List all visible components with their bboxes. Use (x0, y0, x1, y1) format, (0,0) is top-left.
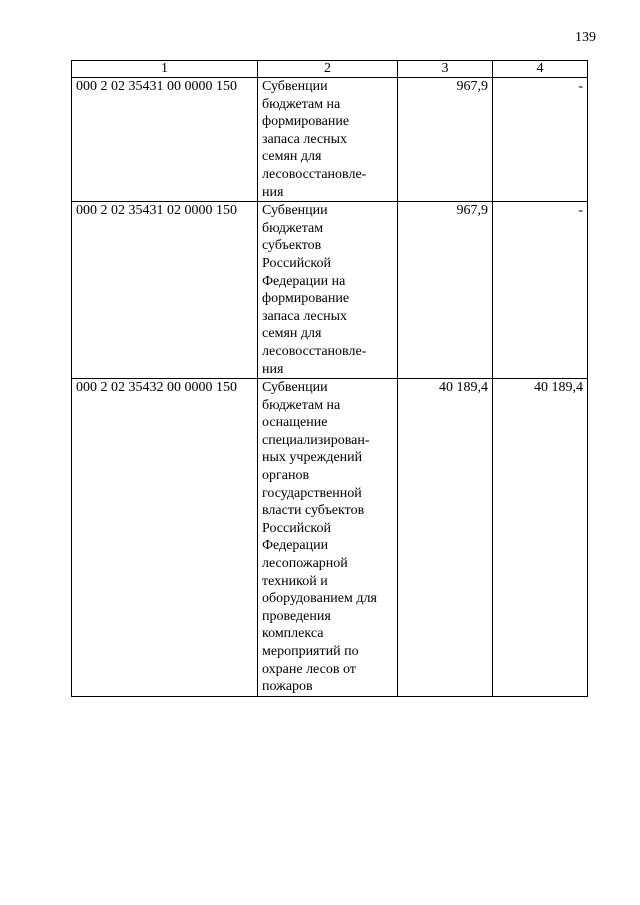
table-row (72, 202, 588, 379)
name-line: Федерации (262, 538, 329, 554)
budget-code: 000 2 02 35431 02 0000 150 (72, 202, 258, 379)
name-line: субъектов (262, 238, 322, 254)
name-line: государственной (262, 485, 362, 501)
name-line: комплекса (262, 626, 324, 642)
name-line: оснащение (262, 415, 328, 431)
name-line: бюджетам на (262, 96, 341, 112)
name-line: Федерации на (262, 273, 346, 289)
name-line: ния (262, 361, 284, 377)
name-line: пожаров (262, 679, 313, 695)
name-line: проведения (262, 608, 331, 624)
name-line: ных учреждений (262, 450, 363, 466)
amount-col-4: - (493, 78, 588, 202)
amount-col-3: 967,9 (398, 202, 493, 379)
name-line: семян для (262, 326, 322, 342)
name-line: Субвенции (262, 203, 328, 219)
name-line: лесовосстановле- (262, 343, 367, 359)
name-line: Российской (262, 520, 331, 536)
name-line: специализирован- (262, 432, 370, 448)
amount-col-3: 967,9 (398, 78, 493, 202)
budget-item-name (258, 379, 398, 697)
name-line: органов (262, 468, 310, 484)
budget-table (71, 60, 588, 697)
name-line: формирование (262, 114, 350, 130)
name-line: оборудованием для (262, 591, 377, 607)
header-col-1: 1 (72, 61, 258, 78)
name-line: лесопожарной (262, 556, 348, 572)
name-line: Субвенции (262, 380, 328, 396)
name-line: семян для (262, 149, 322, 165)
name-line: бюджетам на (262, 397, 341, 413)
name-line: Субвенции (262, 79, 328, 94)
name-line: власти субъектов (262, 503, 365, 519)
name-line: запаса лесных (262, 131, 348, 147)
header-row (72, 61, 588, 78)
budget-code: 000 2 02 35432 00 0000 150 (72, 379, 258, 697)
header-col-4: 4 (493, 61, 588, 78)
name-line: запаса лесных (262, 308, 348, 324)
budget-item-name (258, 78, 398, 202)
name-line: формирование (262, 291, 350, 307)
amount-col-3: 40 189,4 (398, 379, 493, 697)
budget-code: 000 2 02 35431 00 0000 150 (72, 78, 258, 202)
table-row (72, 78, 588, 202)
name-line: техникой и (262, 573, 328, 589)
name-line: лесовосстановле- (262, 166, 367, 182)
header-col-3: 3 (398, 61, 493, 78)
header-col-2: 2 (258, 61, 398, 78)
amount-col-4: 40 189,4 (493, 379, 588, 697)
name-line: охране лесов от (262, 661, 356, 677)
name-line: ния (262, 184, 284, 200)
name-line: Российской (262, 255, 331, 271)
name-line: бюджетам (262, 220, 324, 236)
amount-col-4: - (493, 202, 588, 379)
budget-item-name (258, 202, 398, 379)
name-line: мероприятий по (262, 644, 359, 659)
page-number: 139 (575, 30, 596, 45)
table-row (72, 379, 588, 697)
